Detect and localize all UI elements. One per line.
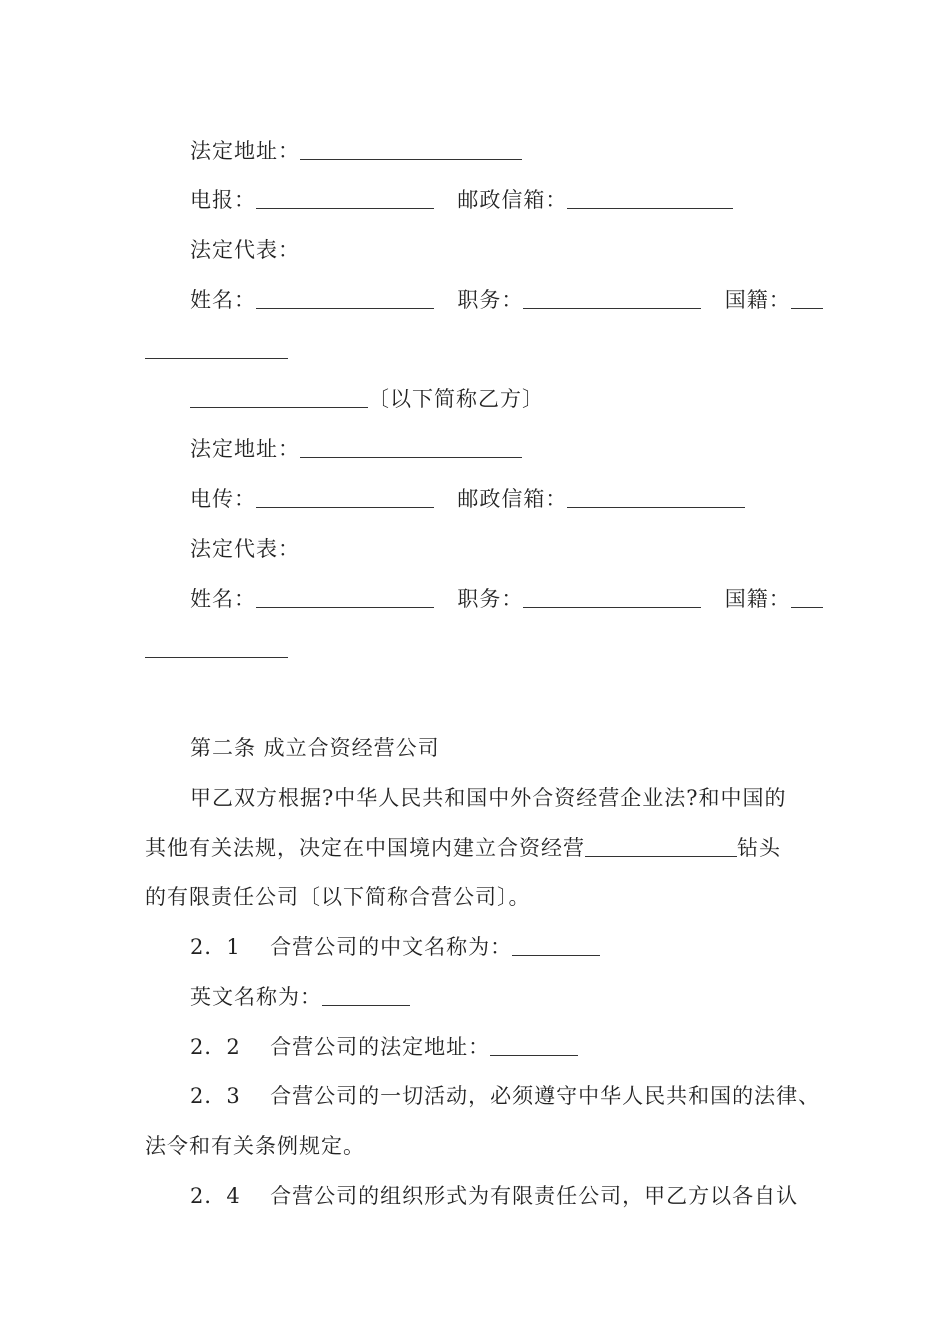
clause-text: 合营公司的组织形式为有限责任公司，甲乙方以各自认 [270,1184,799,1208]
address-blank [300,436,522,458]
nationality-blank [791,586,823,608]
article-heading: 第二条 成立合资经营公司 [190,736,440,760]
party-b-name-blank [190,386,368,408]
paragraph-line: 的有限责任公司〔以下简称合营公司〕。 [145,885,531,909]
company-blank [585,835,737,857]
address-line-a [190,136,522,166]
telegram-blank [256,187,434,209]
fax-line [190,484,745,514]
clause-number: 2．2 [190,1035,241,1059]
clause-2-2 [190,1032,578,1062]
paragraph-line: 甲乙双方根据?中华人民共和国中外合资经营企业法?和中国的 [190,786,787,810]
clause-number: 2．3 [190,1084,241,1108]
paragraph-line: 法令和有关条例规定。 [145,1134,365,1158]
nationality-label: 国籍： [724,587,791,611]
representative-line-b [190,534,300,564]
name-line-a [190,285,823,315]
clause-text: 合营公司的一切活动，必须遵守中华人民共和国的法律、 [270,1084,821,1108]
name-label: 姓名： [190,288,256,312]
address-blank [490,1034,578,1056]
pobox-blank [567,187,733,209]
party-b-intro-suffix: 〔以下简称乙方〕 [368,387,544,411]
english-name-line [190,982,410,1012]
clause-2-3 [190,1081,820,1111]
address-line-b [190,434,522,464]
telegram-label: 电报： [190,188,256,212]
chinese-name-blank [512,934,600,956]
position-label: 职务： [457,587,524,611]
telegram-line [190,185,733,215]
nationality-blank [791,287,823,309]
pobox-label: 邮政信箱： [457,487,568,511]
position-label: 职务： [457,288,524,312]
address-label: 法定地址： [190,437,300,461]
representative-label: 法定代表： [190,537,300,561]
clause-number: 2．1 [190,935,241,959]
english-name-label: 英文名称为： [190,985,322,1009]
clause-2-1 [190,932,600,962]
name-label: 姓名： [190,587,256,611]
pobox-blank [567,486,745,508]
representative-label: 法定代表： [190,238,300,262]
nationality-blank-continued [145,336,288,359]
name-line-b [190,584,823,614]
party-b-intro-line [190,384,544,414]
address-label: 法定地址： [190,139,300,163]
fax-label: 电传： [190,487,256,511]
name-blank [256,287,434,309]
clause-text: 合营公司的法定地址： [270,1035,491,1059]
nationality-label: 国籍： [724,288,791,312]
name-blank [256,586,434,608]
paragraph-text: 钻头 [737,836,781,860]
clause-text: 合营公司的中文名称为： [270,935,513,959]
clause-number: 2．4 [190,1184,241,1208]
clause-2-4 [190,1181,798,1211]
english-name-blank [322,984,410,1006]
paragraph-line [145,833,781,863]
position-blank [523,287,701,309]
paragraph-text: 其他有关法规，决定在中国境内建立合资经营 [145,836,585,860]
representative-line-a [190,235,300,265]
pobox-label: 邮政信箱： [457,188,568,212]
position-blank [523,586,701,608]
address-blank [300,138,522,160]
fax-blank [256,486,434,508]
nationality-blank-continued [145,635,288,658]
